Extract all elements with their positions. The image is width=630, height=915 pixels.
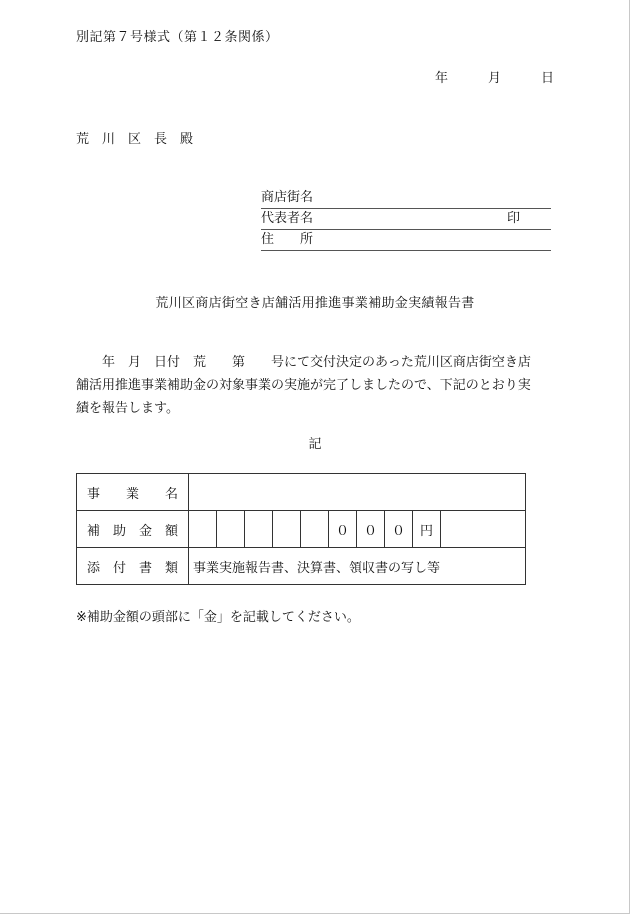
body-line-2: 舗活用推進事業補助金の対象事業の実施が完了しましたので、下記のとおり実 (76, 378, 531, 393)
document-title: 荒川区商店街空き店舗活用推進事業補助金実績報告書 (155, 296, 475, 311)
attachments-label: 添 付 書 類 (77, 548, 189, 585)
attachments-value: 事業実施報告書、決算書、領収書の写し等 (189, 548, 526, 585)
subsidy-digit-5[interactable] (301, 511, 329, 548)
date-month: 月 (487, 71, 501, 86)
seal-mark: 印 (507, 211, 521, 226)
shopping-street-row[interactable] (261, 188, 551, 209)
business-name-row (77, 474, 526, 511)
subsidy-digit-3[interactable] (245, 511, 273, 548)
representative-label: 代表者名 (261, 211, 314, 226)
subsidy-digit-7: ０ (357, 511, 385, 548)
subsidy-digit-8: ０ (385, 511, 413, 548)
subsidy-digit-1[interactable] (189, 511, 217, 548)
details-table (76, 473, 526, 585)
form-number: 別記第７号様式（第１２条関係） (76, 30, 279, 45)
date-line (435, 67, 554, 86)
subsidy-blank-cell (441, 511, 526, 548)
subsidy-row (77, 511, 526, 548)
subsidy-digit-4[interactable] (273, 511, 301, 548)
business-name-field[interactable] (189, 474, 526, 511)
business-name-label: 事 業 名 (77, 474, 189, 511)
subsidy-digit-2[interactable] (217, 511, 245, 548)
attachments-row (77, 548, 526, 585)
yen-cell: 円 (413, 511, 441, 548)
address-row[interactable] (261, 230, 551, 251)
addressee: 荒川区長殿 (76, 132, 207, 147)
applicant-block (261, 188, 551, 251)
footnote: ※補助金額の頭部に「金」を記載してください。 (76, 610, 360, 625)
date-year: 年 (434, 71, 448, 86)
representative-row[interactable] (261, 209, 551, 230)
body-line-1: 年 月 日付 荒 第 号にて交付決定のあった荒川区商店街空き店 (76, 355, 531, 370)
body-text (76, 351, 556, 420)
date-day: 日 (540, 71, 554, 86)
body-line-3: 績を報告します。 (76, 401, 179, 416)
subsidy-label: 補 助 金 額 (77, 511, 189, 548)
address-label: 住 所 (261, 232, 314, 247)
shopping-street-label: 商店街名 (261, 190, 314, 205)
note-heading: 記 (308, 437, 322, 452)
subsidy-digit-6: ０ (329, 511, 357, 548)
